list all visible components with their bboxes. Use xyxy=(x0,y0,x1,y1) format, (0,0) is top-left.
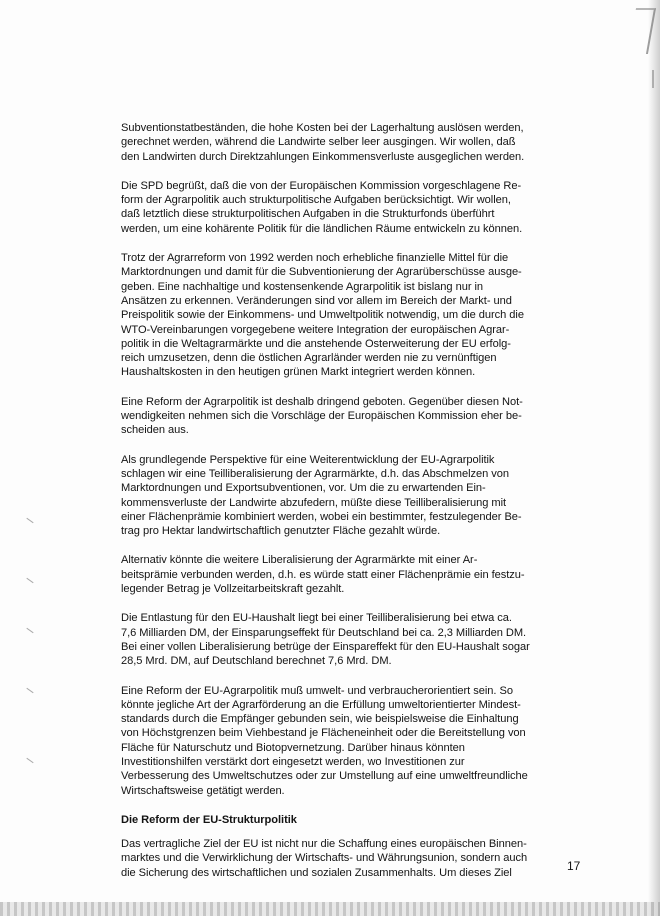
text-line: kommensverluste der Landwirte abzufedern, müßte diese Teilliberalisierung mit xyxy=(121,496,507,509)
text-line: wendigkeiten nehmen sich die Vorschläge der Europäischen Kommission eher be- xyxy=(121,410,522,423)
text-line: Bei einer vollen Liberalisierung betrüge der Einspareffekt für den EU-Haushalt sogar xyxy=(121,640,530,653)
page-number: 17 xyxy=(567,859,581,873)
text-line: gerechnet werden, während die Landwirte selber leer ausgingen. Wir wollen, daß xyxy=(121,136,516,149)
text-line: Preispolitik sowie der Einkommens- und Umweltpolitik notwendig, um die durch die xyxy=(121,309,524,322)
text-line: 28,5 Mrd. DM, auf Deutschland berechnet 7,6 Mrd. DM. xyxy=(121,655,392,668)
text-line: politik in die Weltagrarmärkte und die anstehende Osterweiterung der EU erfolg- xyxy=(121,337,511,350)
text-line: 7,6 Milliarden DM, der Einsparungseffekt für Deutschland bei ca. 2,3 Milliarden DM. xyxy=(121,626,527,639)
text-line: Fläche für Naturschutz und Biotopvernetzung. Darüber hinaus könnten xyxy=(121,741,465,754)
paragraph xyxy=(121,553,541,596)
text-line: Eine Reform der Agrarpolitik ist deshalb dringend geboten. Gegenüber diesen Not- xyxy=(121,395,523,408)
scan-shadow-right xyxy=(648,0,660,916)
text-line: Marktordnungen und damit für die Subventionierung der Agrarüberschüsse ausge- xyxy=(121,266,522,279)
text-line: könnte jegliche Art der Agrarförderung an die Erfüllung umweltorientierter Mindest- xyxy=(121,698,521,711)
text-line: WTO-Vereinbarungen vorgegebene weitere Integration der europäischen Agrar- xyxy=(121,323,510,336)
text-line: geben. Eine nachhaltige und kostensenkende Agrarpolitik ist bislang nur in xyxy=(121,280,484,293)
section-heading: Die Reform der EU-Strukturpolitik xyxy=(121,813,297,826)
text-line: Verbesserung des Umweltschutzes oder zur Umstellung auf eine umweltfreundliche xyxy=(121,770,528,783)
scan-shadow-bottom xyxy=(0,902,660,916)
text-line: Eine Reform der EU-Agrarpolitik muß umwelt- und verbraucherorientiert sein. So xyxy=(121,684,513,697)
text-line: den Landwirten durch Direktzahlungen Einkommensverluste ausgeglichen werden. xyxy=(121,150,525,163)
margin-marks xyxy=(26,520,36,820)
paragraph xyxy=(121,121,541,164)
text-line: reich umzusetzen, denn die östlichen Agrarländer werden nie zu vernünftigen xyxy=(121,352,497,365)
text-line: legender Betrag je Vollzeitarbeitskraft gezahlt. xyxy=(121,583,345,596)
paragraph xyxy=(121,179,541,236)
paragraph xyxy=(121,395,541,438)
text-line: Investitionshilfen verstärkt dort eingesetzt werden, wo Investitionen zur xyxy=(121,755,465,768)
text-line: form der Agrarpolitik auch strukturpolitische Aufgaben berücksichtigt. Wir wollen, xyxy=(121,194,511,207)
text-line: die Sicherung des wirtschaftlichen und sozialen Zusammenhalts. Um dieses Ziel xyxy=(121,866,512,879)
paragraph xyxy=(121,453,541,539)
text-line: Die Entlastung für den EU-Haushalt liegt bei einer Teilliberalisierung bei etwa ca. xyxy=(121,612,512,625)
text-line: marktes und die Verwirklichung der Wirtschafts- und Währungsunion, sondern auch xyxy=(121,852,528,865)
text-line: beitsprämie verbunden werden, d.h. es würde statt einer Flächenprämie ein festzu- xyxy=(121,568,525,581)
text-line: Als grundlegende Perspektive für eine Weiterentwicklung der EU-Agrarpolitik xyxy=(121,453,495,466)
text-line: Alternativ könnte die weitere Liberalisierung der Agrarmärkte mit einer Ar- xyxy=(121,554,478,567)
text-line: von Höchstgrenzen beim Viehbestand je Flächeneinheit oder die Bereitstellung von xyxy=(121,727,526,740)
text-line: trag pro Hektar landwirtschaftlich genutzter Fläche gezahlt würde. xyxy=(121,525,441,538)
text-line: standards durch die Empfänger gebunden sein, wie beispielsweise die Einhaltung xyxy=(121,713,519,726)
text-line: Das vertragliche Ziel der EU ist nicht nur die Schaffung eines europäischen Binnen- xyxy=(121,838,527,851)
document-body xyxy=(121,121,541,895)
paragraph xyxy=(121,611,541,668)
text-line: scheiden aus. xyxy=(121,424,189,437)
text-line: Subventionstatbeständen, die hohe Kosten bei der Lagerhaltung auslösen werden, xyxy=(121,122,524,134)
text-line: Die SPD begrüßt, daß die von der Europäischen Kommission vorgeschlagene Re- xyxy=(121,179,522,192)
text-line: Haushaltskosten in den heutigen grünen Markt integriert werden können. xyxy=(121,366,476,379)
paragraph xyxy=(121,837,541,880)
text-line: einer Flächenprämie kombiniert werden, wobei ein bestimmter, festzulegender Be- xyxy=(121,510,522,523)
text-line: schlagen wir eine Teilliberalisierung der Agrarmärkte, d.h. das Abschmelzen von xyxy=(121,467,510,480)
paragraph xyxy=(121,251,541,380)
text-line: Ansätzen zu erkennen. Veränderungen sind vor allem im Bereich der Markt- und xyxy=(121,294,512,307)
text-line: werden, um eine kohärente Politik für die ländlichen Räume entwickeln zu können. xyxy=(121,222,523,235)
text-line: Marktordnungen und Exportsubventionen, vor. Um die zu erwartenden Ein- xyxy=(121,482,486,495)
text-line: Trotz der Agrarreform von 1992 werden noch erhebliche finanzielle Mittel für die xyxy=(121,252,509,265)
text-line: daß letztlich diese strukturpolitischen Aufgaben in die Strukturfonds überführt xyxy=(121,208,495,221)
text-line: Wirtschaftsweise getätigt werden. xyxy=(121,784,285,797)
paragraph xyxy=(121,684,541,798)
